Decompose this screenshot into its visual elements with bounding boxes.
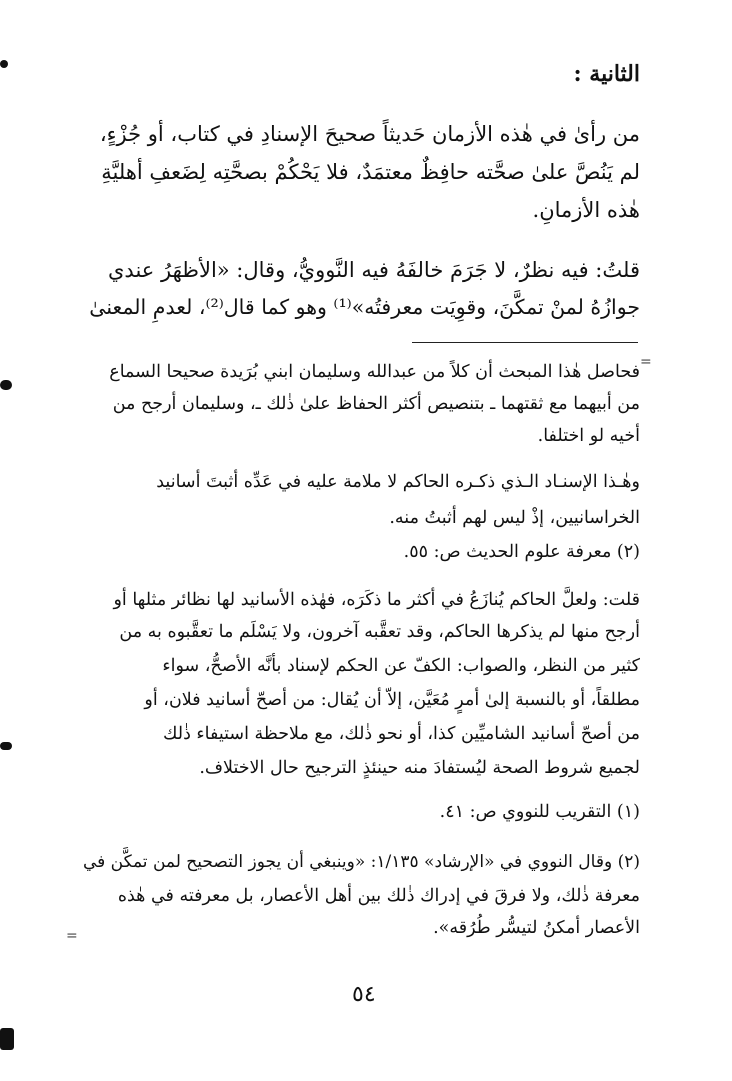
continuation-mark: =: [640, 354, 652, 370]
scan-mark: [0, 1028, 14, 1050]
footnote-line: وهٰـذا الإسنـاد الـذي ذكـره الحاكم لا ملامة عليه في عَدِّه أثبتَ أسانيد: [156, 472, 640, 492]
footnote-line: الخراسانيين، إذْ ليس لهم أثبتُ منه.: [389, 508, 640, 528]
footnote-line: (١) التقريب للنووي ص: ٤١.: [439, 802, 640, 822]
main-text-line: جوازُهُ لمنْ تمكَّنَ، وقوِيَت معرفتُه»⁽¹⁾ وهو كما قال⁽²⁾، لعدمِ المعنىٰ: [89, 295, 640, 319]
scan-mark: [0, 60, 8, 68]
footnote-line: (٢) معرفة علوم الحديث ص: ٥٥.: [403, 542, 640, 562]
footnote-line: معرفة ذٰلك، ولا فرقَ في إدراك ذٰلك بين أهل الأعصار، بل معرفته في هٰذه: [117, 886, 640, 906]
footnote-line: أخيه لو اختلفا.: [537, 426, 640, 446]
main-text-line: هٰذه الأزمانِ.: [532, 198, 640, 222]
footnote-line: مطلقاً، أو بالنسبة إلىٰ أمرٍ مُعَيَّن، إلاّ أن يُقال: من أصحّ أسانيد فلان، أو: [144, 690, 640, 710]
scan-mark: [0, 380, 12, 390]
main-text-line: قلتُ: فيه نظرٌ، لا جَرَمَ خالفَهُ فيه النَّوويُّ، وقال: «الأظهَرُ عندي: [107, 258, 640, 282]
main-text-line: لم يَنُصَّ علىٰ صحَّته حافِظٌ معتمَدٌ، فلا يَحْكُمْ بصحَّتِه لِضَعفِ أهليَّةِ: [101, 160, 640, 184]
page-number: ٥٤: [352, 982, 376, 1007]
section-heading: الثانية :: [573, 61, 640, 87]
footnote-line: من أبيهما مع ثقتهما ـ بتنصيص أكثر الحفاظ علىٰ ذٰلك ـ، وسليمان أرجح من: [112, 394, 640, 414]
footnote-line: قلت: ولعلَّ الحاكم يُنازَعُ في أكثر ما ذكَرَه، فهٰذه الأسانيد لها نظائر مثلها أو: [113, 590, 640, 610]
footnote-line: (٢) وقال النووي في «الإرشاد» ١/١٣٥: «وينبغي أن يجوز التصحيح لمن تمكَّن في: [82, 852, 640, 872]
continuation-mark: =: [66, 928, 78, 944]
scan-mark: [0, 742, 12, 750]
footnote-separator: [412, 342, 638, 343]
footnote-line: فحاصل هٰذا المبحث أن كلاً من عبدالله وسليمان ابني بُرَيدة صحيحا السماع: [109, 362, 640, 382]
main-text-line: من رأىٰ في هٰذه الأزمان حَديثاً صحيحَ الإسنادِ في كتاب، أو جُزْءٍ،: [99, 122, 640, 146]
footnote-line: كثير من النظر، والصواب: الكفّ عن الحكم لإسناد بأنَّه الأصحُّ، سواء: [162, 656, 640, 676]
footnote-line: لجميع شروط الصحة ليُستفادَ منه حينئذٍ الترجيح حال الاختلاف.: [199, 758, 640, 778]
footnote-line: الأعصار أمكنُ لتيسُّر طُرُقه».: [433, 918, 640, 938]
footnote-line: من أصحّ أسانيد الشاميِّين كذا، أو نحو ذٰلك، مع ملاحظة استيفاء ذٰلك: [163, 724, 640, 744]
footnote-line: أرجح منها لم يذكرها الحاكم، وقد تعقَّبه آخرون، ولا يَسْلَم ما تعقَّبوه به من: [119, 622, 640, 642]
